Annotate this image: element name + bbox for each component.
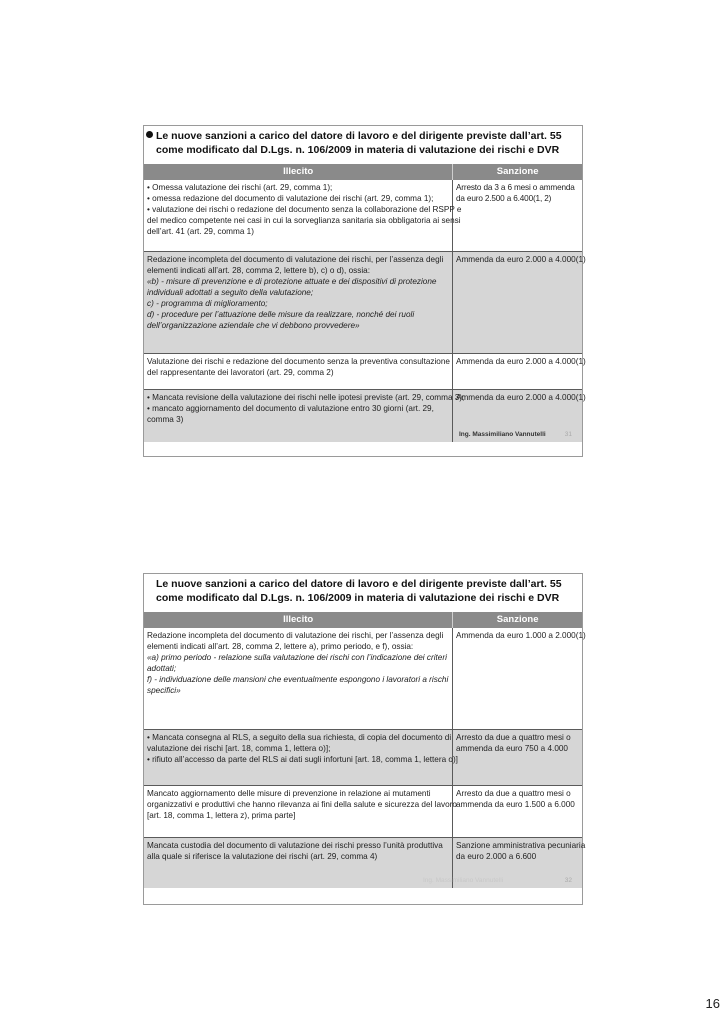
slide-number: 32 — [564, 877, 572, 884]
table-row — [144, 838, 586, 888]
page-number: 16 — [705, 996, 720, 1011]
cell-line: [art. 18, comma 1, lettera z), prima parte] — [147, 811, 296, 820]
cell-line: • Mancata consegna al RLS, a seguito della sua richiesta, di copia del documento di — [147, 733, 452, 742]
cell-line: Ammenda da euro 2.000 a 4.000(1) — [456, 393, 586, 402]
table-row — [144, 730, 582, 786]
cell-line: dell’art. 41 (art. 29, comma 1) — [147, 227, 254, 236]
cell-line: elementi indicati all’art. 28, comma 2, lettere a), primo periodo, e f), ossia: — [147, 642, 414, 651]
cell-line: • Omessa valutazione dei rischi (art. 29, comma 1); — [147, 183, 333, 192]
illecito-cell — [144, 730, 458, 785]
cell-line: del rappresentante dei lavoratori (art. 29, comma 2) — [147, 368, 334, 377]
cell-line: elementi indicati all’art. 28, comma 2, lettere b), c) o d), ossia: — [147, 266, 370, 275]
sanzione-cell — [453, 628, 586, 729]
sanzione-cell — [423, 838, 586, 888]
cell-line: • Mancata revisione della valutazione dei rischi nelle ipotesi previste (art. 29, comma 3); — [147, 393, 465, 402]
table-row — [144, 180, 582, 252]
title-line-2: come modificato dal D.Lgs. n. 106/2009 in materia di valutazione dei rischi e DVR — [156, 592, 560, 604]
table-row — [144, 252, 586, 354]
slide-title — [144, 126, 582, 164]
table-header — [144, 164, 582, 180]
cell-line: da euro 2.000 a 6.600 — [456, 852, 537, 861]
cell-line: • mancato aggiornamento del documento di valutazione entro 30 giorni (art. 29, — [147, 404, 434, 413]
cell-line: c) - programma di miglioramento; — [147, 299, 268, 308]
column-header-illecito: Illecito — [144, 164, 453, 180]
cell-line: adottati; — [147, 664, 177, 673]
sanzione-cell — [453, 730, 582, 785]
slide-32 — [143, 573, 586, 905]
cell-line: Redazione incompleta del documento di valutazione dei rischi, per l’assenza degli — [147, 255, 444, 264]
slide-author: Ing. Massimiliano Vannutelli — [423, 877, 504, 884]
cell-line: d) - procedure per l’attuazione delle misure da realizzare, nonché dei ruoli — [147, 310, 415, 319]
illecito-cell — [144, 180, 462, 251]
table-row — [144, 390, 586, 442]
cell-line: «b) - misure di prevenzione e di protezione attuate e dei dispositivi di protezione — [147, 277, 437, 286]
illecito-cell — [144, 838, 453, 888]
table-row — [144, 786, 582, 838]
cell-line: da euro 2.500 a 6.400(1, 2) — [456, 194, 552, 203]
cell-line: Ammenda da euro 2.000 a 4.000(1) — [456, 357, 586, 366]
title-line-1: Le nuove sanzioni a carico del datore di lavoro e del dirigente previste dall’art. 55 — [156, 578, 562, 590]
cell-line: specifici» — [147, 686, 181, 695]
sanzione-cell — [453, 354, 586, 389]
cell-line: dell’organizzazione aziendale che vi debbono provvedere» — [147, 321, 360, 330]
slide-author: Ing. Massimiliano Vannutelli — [459, 431, 546, 438]
column-header-sanzione: Sanzione — [496, 166, 539, 177]
illecito-cell — [144, 354, 453, 389]
cell-line: Arresto da due a quattro mesi o — [456, 789, 571, 798]
table-header — [144, 612, 582, 628]
cell-line: Ammenda da euro 2.000 a 4.000(1) — [456, 255, 586, 264]
column-header-illecito: Illecito — [144, 612, 453, 628]
sanzione-cell — [453, 252, 586, 353]
sanzione-cell — [453, 390, 586, 442]
cell-line: ammenda da euro 1.500 a 6.000 — [456, 800, 575, 809]
cell-line: Redazione incompleta del documento di valutazione dei rischi, per l’assenza degli — [147, 631, 444, 640]
illecito-cell — [144, 786, 457, 837]
cell-line: «a) primo periodo - relazione sulla valutazione dei rischi con l’indicazione dei criteri — [147, 653, 447, 662]
cell-line: • rifiuto all’accesso da parte del RLS ai dati sugli infortuni [art. 18, comma 1, lettera o)] — [147, 755, 458, 764]
cell-line: valutazione dei rischi [art. 18, comma 1, lettera o)]; — [147, 744, 331, 753]
cell-line: f) - individuazione delle mansioni che eventualmente espongono i lavoratori a rischi — [147, 675, 449, 684]
cell-line: Valutazione dei rischi e redazione del documento senza la preventiva consultazione — [147, 357, 450, 366]
column-header-sanzione: Sanzione — [496, 614, 539, 625]
cell-line: Ammenda da euro 1.000 a 2.000(1) — [456, 631, 586, 640]
sanzione-cell — [453, 786, 582, 837]
cell-line: comma 3) — [147, 415, 184, 424]
cell-line: individuali adottati a seguito della valutazione; — [147, 288, 314, 297]
illecito-cell — [144, 390, 465, 442]
cell-line: Mancata custodia del documento di valutazione dei rischi presso l’unità produttiva — [147, 841, 443, 850]
title-line-1: Le nuove sanzioni a carico del datore di lavoro e del dirigente previste dall’art. 55 — [156, 130, 562, 142]
table-row — [144, 628, 586, 730]
slide-number: 31 — [564, 431, 572, 438]
cell-line: • omessa redazione del documento di valutazione dei rischi (art. 29, comma 1); — [147, 194, 434, 203]
cell-line: Arresto da due a quattro mesi o — [456, 733, 571, 742]
title-line-2: come modificato dal D.Lgs. n. 106/2009 in materia di valutazione dei rischi e DVR — [156, 144, 560, 156]
cell-line: ammenda da euro 750 a 4.000 — [456, 744, 568, 753]
cell-line: organizzativi e produttivi che hanno rilevanza ai fini della salute e sicurezza del lavoro — [147, 800, 457, 809]
cell-line: Sanzione amministrativa pecuniaria — [456, 841, 586, 850]
cell-line: Arresto da 3 a 6 mesi o ammenda — [456, 183, 575, 192]
title-bullet-icon — [146, 131, 153, 138]
slide-title — [144, 574, 582, 612]
sanzione-cell — [453, 180, 582, 251]
illecito-cell — [144, 252, 453, 353]
slide-31 — [143, 125, 586, 457]
cell-line: del medico competente nei casi in cui la sorveglianza sanitaria sia obbligatoria ai sensi — [147, 216, 461, 225]
table-row — [144, 354, 586, 390]
cell-line: alla quale si riferisce la valutazione dei rischi (art. 29, comma 4) — [147, 852, 378, 861]
cell-line: • valutazione dei rischi o redazione del documento senza la collaborazione del RSPP e — [147, 205, 462, 214]
cell-line: Mancato aggiornamento delle misure di prevenzione in relazione ai mutamenti — [147, 789, 431, 798]
illecito-cell — [144, 628, 453, 729]
